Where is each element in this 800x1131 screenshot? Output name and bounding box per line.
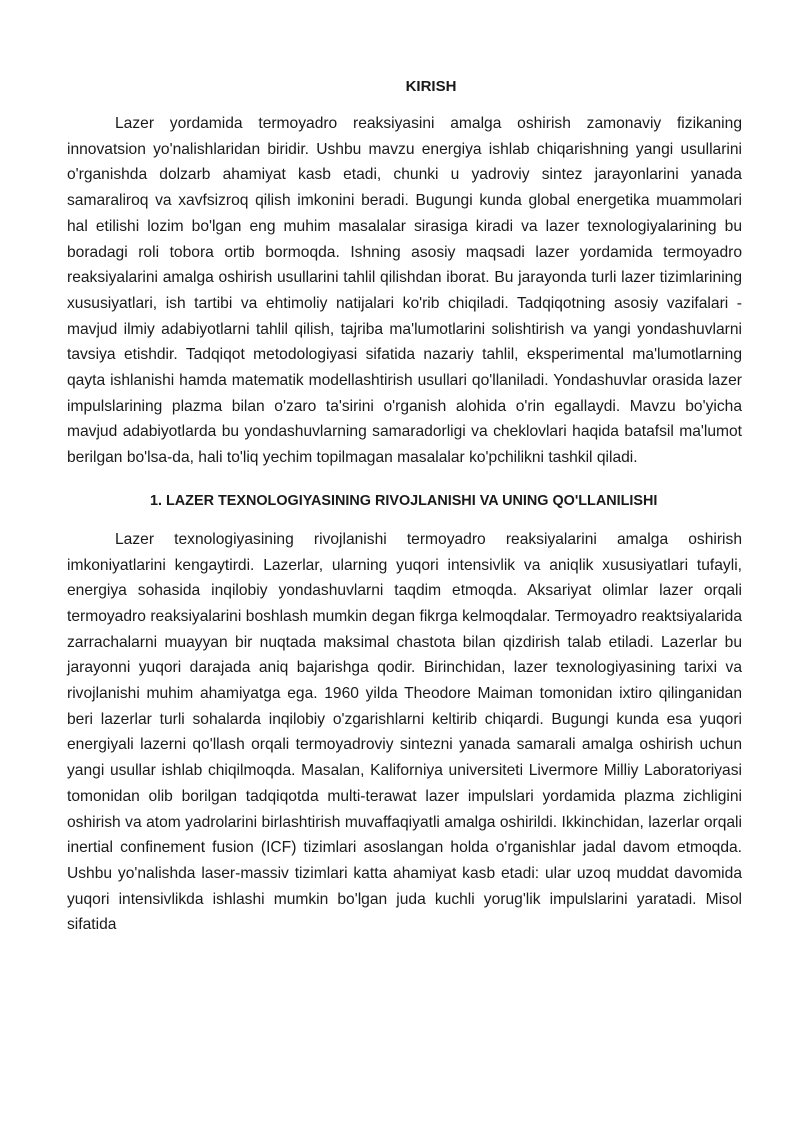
section-paragraph: Lazer texnologiyasining rivojlanishi termoyadro reaksiyalarini amalga oshirish imkoniyatlarini kengaytirdi. Lazerlar, ularning yuqori intensivlik va aniqlik xususiyatlari tufayli, energiya sohasida inqilobiy yondashuvlarni taqdim etmoqda. Aksariyat olimlar lazer orqali termoyadro reaksiyalarini boshlash mumkin degan fikrga kelmoqdalar. Termoyadro reaktsiyalarida zarrachalarni muayyan bir nuqtada maksimal chastota bilan qizdirish talab etiladi. Lazerlar bu jarayonni yuqori darajada aniq bajarishga qodir. Birinchidan, lazer texnologiyasining tarixi va rivojlanishi muhim ahamiyatga ega. 1960 yilda Theodore Maiman tomonidan ixtiro qilinganidan beri lazerlar turli sohalarda inqilobiy o'zgarishlarni keltirib chiqardi. Bugungi kunda esa yuqori energiyali lazerni qo'llash orqali termoyadroviy sintezni yanada samarali amalga oshirish uchun yangi usullar ishlab chiqilmoqda. Masalan, Kaliforniya universiteti Livermore Milliy Laboratoriyasi tomonidan olib borilgan tadqiqotda multi-terawat lazer impulslari yordamida plazma zichligini oshirish va atom yadrolarini birlashtirish muvaffaqiyatli amalga oshirildi. Ikkinchidan, lazerlar orqali inertial confinement fusion (ICF) tizimlari asoslangan holda o'rganishlar jadal davom etmoqda. Ushbu yo'nalishda laser-massiv tizimlari katta ahamiyat kasb etadi: ular uzoq muddat davomida yuqori intensivlikda ishlashi mumkin bo'lgan juda kuchli yorug'lik impulslarini yaratadi. Misol sifatida (67, 530, 742, 934)
section-heading: 1. LAZER TEXNOLOGIYASINING RIVOJLANISHI VA UNING QO'LLANILISHI (150, 492, 658, 509)
document-title: KIRISH (405, 78, 457, 95)
intro-paragraph: Lazer yordamida termoyadro reaksiyasini amalga oshirish zamonaviy fizikaning innovatsion yo'nalishlaridan biridir. Ushbu mavzu energiya ishlab chiqarishning yangi usullarini o'rganishda dolzarb ahamiyat kasb etadi, chunki u yadroviy sintez jarayonlarini yanada samaraliroq va xavfsizroq qilish imkonini beradi. Bugungi kunda global energetika muammolari hal etilishi lozim bo'lgan eng muhim masalalar sirasiga kiradi va lazer texnologiyalarining bu boradagi roli tobora ortib bormoqda. Ishning asosiy maqsadi lazer yordamida termoyadro reaksiyalarini amalga oshirish usullarini tahlil qilishdan iborat. Bu jarayonda turli lazer tizimlarining xususiyatlari, ish tartibi va ehtimoliy natijalari ko'rib chiqiladi. Tadqiqotning asosiy vazifalari - mavjud ilmiy adabiyotlarni tahlil qilish, tajriba ma'lumotlarini solishtirish va yangi yondashuvlarni tavsiya etishdir. Tadqiqot metodologiyasi sifatida nazariy tahlil, eksperimental ma'lumotlarning qayta ishlanishi hamda matematik modellashtirish usullari qo'llaniladi. Yondashuvlar orasida lazer impulslarining plazma bilan o'zaro ta'sirini o'rganish alohida o'rin egallaydi. Mavzu bo'yicha mavjud adabiyotlarda bu yondashuvlarning samaradorligi va cheklovlari haqida batafsil ma'lumot berilgan bo'lsa-da, hali to'liq yechim topilmagan masalalar ko'pchilikni tashkil qiladi. (67, 115, 742, 467)
